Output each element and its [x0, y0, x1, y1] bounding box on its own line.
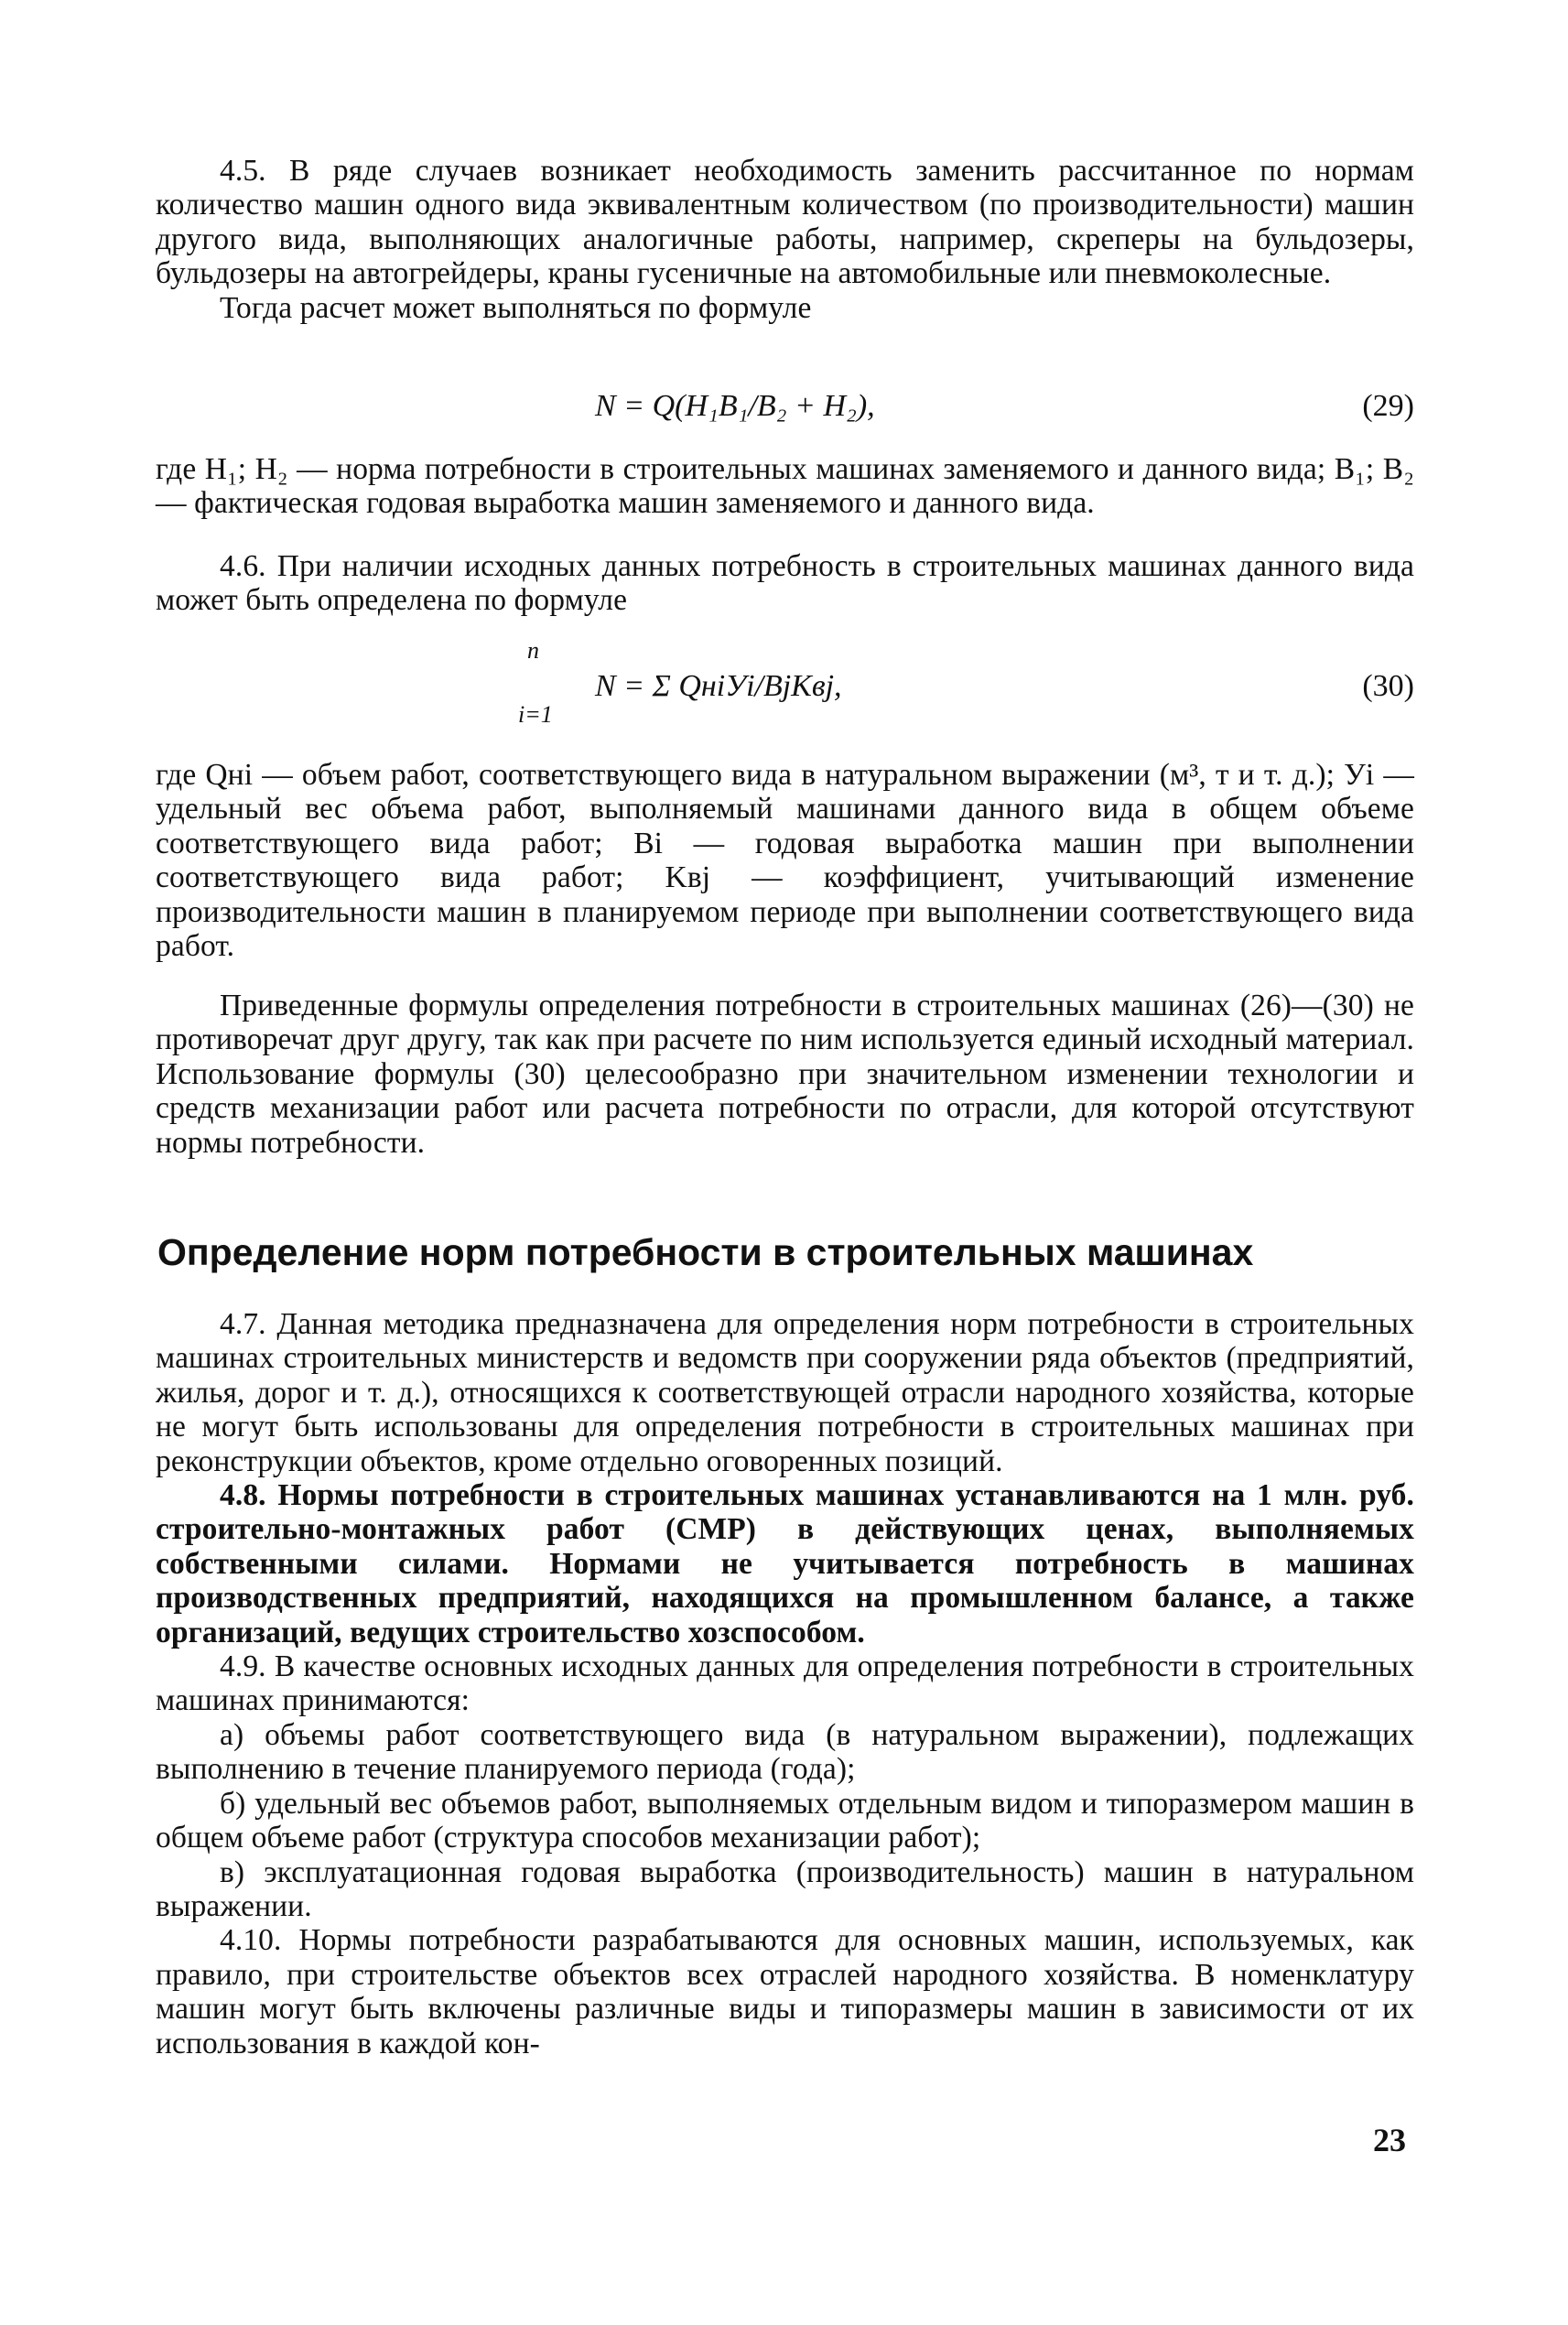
paragraph-summary: Приведенные формулы определения потребности в строительных машинах (26)—(30) не противоречат друг другу, так как при расчете по ним используется единый исходный материал. Использование формулы (30) целесообразно при значительном изменении технологии и средств механизации работ или расчета потребности по отрасли, для которой отсутствуют нормы потребности.	[156, 989, 1414, 1160]
paragraph-where-30: где Qнi — объем работ, соответствующего вида в натуральном выражении (м³, т и т. д.); Уi — удельный вес объема работ, выполняемый машинами данного вида в общем объеме соответствующего вида работ; Bi — годовая выработка машин при выполнении соответствующего вида работ; Kвj — коэффициент, учитывающий изменение производительности машин в планируемом периоде при выполнении соответствующего вида работ.	[156, 758, 1414, 964]
formula-30-expression: N = Σ QнiУi/BjKвj,	[595, 669, 842, 703]
paragraph-4-7: 4.7. Данная методика предназначена для определения норм потребности в строительных машинах строительных министерств и ведомств при сооружении ряда объектов (предприятий, жилья, дорог и т. д.), относящихся к соответствующей отрасли народного хозяйства, которые не могут быть использованы для определения потребности в строительных машинах при реконструкции объектов, кроме отдельно оговоренных позиций.	[156, 1307, 1414, 1478]
section-4-6	[156, 549, 1414, 618]
section-heading: Определение норм потребности в строительных машинах	[157, 1231, 1254, 1273]
formula-30-number: (30)	[1362, 669, 1414, 703]
paragraph-then: Тогда расчет может выполняться по формуле	[220, 290, 812, 325]
paragraph-4-9: 4.9. В качестве основных исходных данных для определения потребности в строительных машинах принимаются:	[156, 1649, 1414, 1718]
formula-30-lower-limit: i=1	[518, 701, 553, 728]
section-summary	[156, 989, 1414, 1160]
section-4-7-to-4-10	[156, 1307, 1414, 2060]
formula-30-line	[156, 668, 1414, 705]
list-item-a: а) объемы работ соответствующего вида (в натуральном выражении), подлежащих выполнению в течение планируемого периода (года);	[156, 1717, 1414, 1787]
paragraph-where-29: где H₁; H₂ — норма потребности в строительных машинах заменяемого и данного вида; B₁; B₂ — фактическая годовая выработка машин заменяемого и данного вида.	[156, 452, 1414, 521]
formula-29	[156, 388, 1414, 425]
formula-29-number: (29)	[1362, 389, 1414, 423]
paragraph-4-10: 4.10. Нормы потребности разрабатываются для основных машин, используемых, как правило, при строительстве объектов всех отраслей народного хозяйства. В номенклатуру машин могут быть включены различные виды и типоразмеры машин в зависимости от их использования в каждой кон-	[156, 1923, 1414, 2060]
page-number: 23	[1373, 2122, 1406, 2158]
list-item-b: б) удельный вес объемов работ, выполняемых отдельным видом и типоразмером машин в общем объеме работ (структура способов механизации работ);	[156, 1786, 1414, 1855]
section-where-30	[156, 758, 1414, 963]
list-item-v: в) эксплуатационная годовая выработка (производительность) машин в натуральном выражении.	[156, 1855, 1414, 1923]
paragraph-4-6: 4.6. При наличии исходных данных потребность в строительных машинах данного вида может быть определена по формуле	[156, 549, 1414, 618]
section-where-29	[156, 452, 1414, 521]
formula-30-upper-limit: n	[527, 637, 539, 664]
formula-29-expression: N = Q(H₁B₁/B₂ + H₂),	[595, 389, 875, 423]
paragraph-4-5: 4.5. В ряде случаев возникает необходимость заменить рассчитанное по нормам количество машин одного вида эквивалентным количеством (по производительности) машин другого вида, выполняющих аналогичные работы, например, скреперы на бульдозеры, бульдозеры на автогрейдеры, краны гусеничные на автомобильные или пневмоколесные.	[156, 154, 1414, 291]
paragraph-4-8: 4.8. Нормы потребности в строительных машинах устанавливаются на 1 млн. руб. строительно-монтажных работ (СМР) в действующих ценах, выполняемых собственными силами. Нормами не учитывается потребность в машинах производственных предприятий, находящихся на промышленном балансе, а также организаций, ведущих строительство хозспособом.	[156, 1478, 1414, 1649]
section-4-5	[156, 154, 1414, 325]
